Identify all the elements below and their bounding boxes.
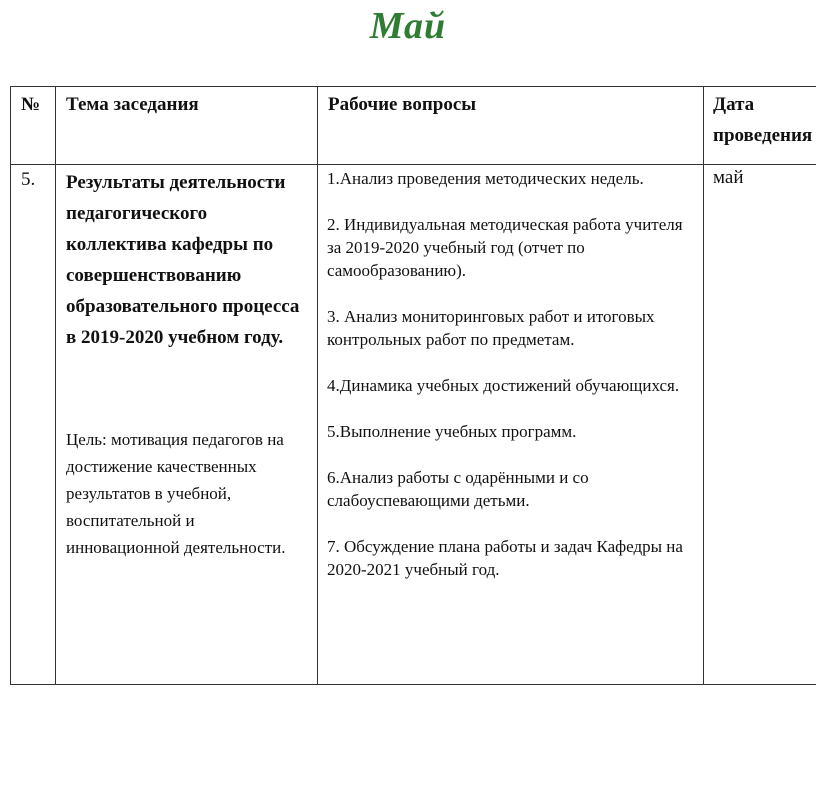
header-date-line1: Дата bbox=[713, 94, 755, 115]
header-date-line2: проведения bbox=[713, 125, 813, 146]
meeting-theme: Результаты деятельности педагогического коллектива кафедры по совершенствованию образовательного процесса в 2019-2020 учебном году. bbox=[66, 172, 300, 348]
plan-table-container bbox=[10, 86, 816, 685]
question-item: 2. Индивидуальная методическая работа учителя за 2019-2020 учебный год (отчет по самообразованию). bbox=[327, 215, 683, 280]
question-item: 3. Анализ мониторинговых работ и итоговых контрольных работ по предметам. bbox=[327, 307, 655, 349]
question-item: 6.Анализ работы с одарёнными и со слабоуспевающими детьми. bbox=[327, 468, 589, 510]
plan-table bbox=[10, 86, 816, 685]
header-number: № bbox=[11, 87, 56, 165]
theme-cell bbox=[56, 165, 318, 685]
date-cell: май bbox=[704, 165, 816, 685]
question-item: 7. Обсуждение плана работы и задач Кафедры на 2020-2021 учебный год. bbox=[327, 537, 683, 579]
header-questions: Рабочие вопросы bbox=[318, 87, 704, 165]
meeting-goal: Цель: мотивация педагогов на достижение качественных результатов в учебной, воспитательной и инновационной деятельности. bbox=[66, 430, 286, 557]
question-item: 1.Анализ проведения методических недель. bbox=[327, 169, 644, 188]
header-date bbox=[704, 87, 816, 165]
table-row bbox=[11, 165, 816, 685]
page-title: Май bbox=[369, 5, 447, 47]
questions-cell bbox=[318, 165, 704, 685]
table-header-row bbox=[11, 87, 816, 165]
header-theme: Тема заседания bbox=[56, 87, 318, 165]
question-item: 4.Динамика учебных достижений обучающихся. bbox=[327, 376, 680, 395]
question-item: 5.Выполнение учебных программ. bbox=[327, 422, 577, 441]
row-number: 5. bbox=[11, 165, 56, 685]
